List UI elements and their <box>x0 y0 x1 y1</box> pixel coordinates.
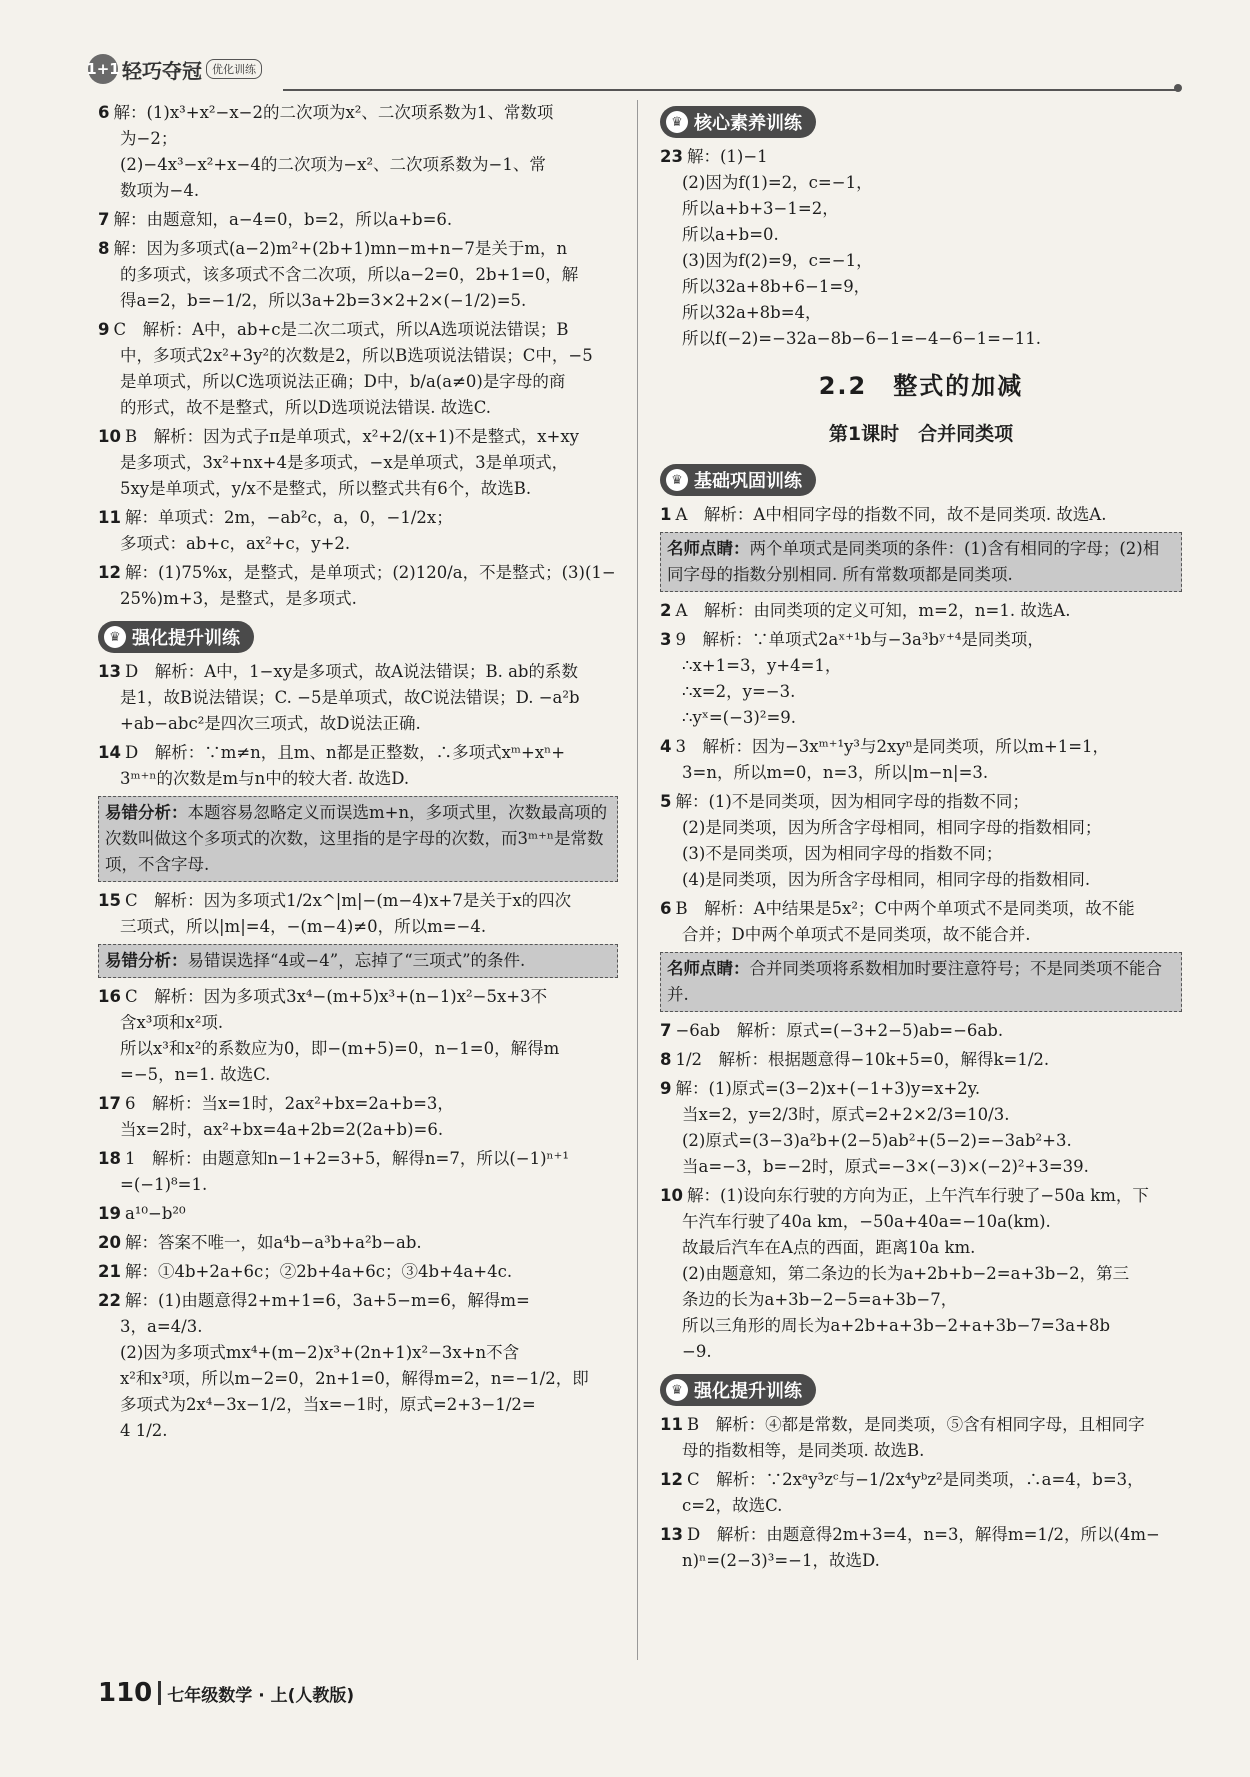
answer-text: 是多项式，3x²+nx+4是多项式，−x是单项式，3是单项式， <box>120 453 569 472</box>
answer-item <box>660 144 1182 352</box>
answer-first-line <box>660 734 1182 760</box>
left-items-1 <box>98 100 618 612</box>
answer-first-line <box>98 740 618 766</box>
answer-text: C 解析：因为多项式3x⁴−(m+5)x³+(n−1)x²−5x+3不 <box>124 987 548 1006</box>
answer-text: C 解析：∵2xᵃy³zᶜ与−1/2x⁴yᵇz²是同类项，∴a=4，b=3， <box>686 1470 1144 1489</box>
answer-item <box>98 1146 618 1198</box>
answer-item <box>660 896 1182 948</box>
answer-line <box>660 222 1182 248</box>
answer-text: D 解析：由题意得2m+3=4，n=3，解得m=1/2，所以(4m− <box>686 1525 1160 1544</box>
answer-line <box>98 1172 618 1198</box>
answer-text: 条边的长为a+3b−2−5=a+3b−7， <box>682 1290 958 1309</box>
answer-text: 解：(1)原式=(3−2)x+(−1+3)y=x+2y. <box>675 1079 981 1098</box>
answer-text: A 解析：A中相同字母的指数不同，故不是同类项. 故选A. <box>675 505 1107 524</box>
answer-item <box>98 888 618 940</box>
answer-item <box>98 505 618 557</box>
answer-text: 所以x³和x²的系数应为0，即−(m+5)=0，n−1=0，解得m <box>120 1039 560 1058</box>
answer-text: =(−1)⁸=1. <box>120 1175 208 1194</box>
question-number: 7 <box>660 1021 672 1040</box>
answer-line <box>98 914 618 940</box>
section-header-strengthen <box>98 621 254 653</box>
answer-text: C 解析：因为多项式1/2x^|m|−(m−4)x+7是关于x的四次 <box>124 891 572 910</box>
right-items-1 <box>660 144 1182 352</box>
answer-text: 3=n，所以m=0，n=3，所以|m−n|=3. <box>682 763 989 782</box>
answer-first-line <box>660 502 1182 528</box>
answer-item <box>660 1412 1182 1464</box>
answer-text: 解：答案不唯一，如a⁴b−a³b+a²b−ab. <box>124 1233 422 1252</box>
answer-text: D 解析：A中，1−xy是多项式，故A说法错误；B. ab的系数 <box>124 662 578 681</box>
question-number: 5 <box>660 792 672 811</box>
answer-line <box>98 126 618 152</box>
question-number: 9 <box>660 1079 672 1098</box>
answer-text: 中，多项式2x²+3y²的次数是2，所以B选项说法错误；C中，−5 <box>120 346 593 365</box>
right-column <box>660 100 1182 1577</box>
answer-line <box>98 1340 618 1366</box>
answer-text: (2)原式=(3−3)a²b+(2−5)ab²+(5−2)=−3ab²+3. <box>682 1131 1072 1150</box>
question-number: 6 <box>98 103 110 122</box>
answer-text: 母的指数相等，是同类项. 故选B. <box>682 1441 925 1460</box>
question-number: 13 <box>660 1525 683 1544</box>
answer-item <box>660 1183 1182 1365</box>
answer-first-line <box>98 1146 618 1172</box>
answer-text: 解：①4b+2a+6c；②2b+4a+6c；③4b+4a+4c. <box>124 1262 513 1281</box>
answer-text: (2)因为多项式mx⁴+(m−2)x³+(2n+1)x²−3x+n不含 <box>120 1343 520 1362</box>
answer-text: D 解析：∵m≠n，且m、n都是正整数，∴多项式xᵐ+xⁿ+ <box>124 743 566 762</box>
page-footer <box>98 1678 354 1708</box>
note-label: 易错分析： <box>105 951 188 970</box>
question-number: 10 <box>660 1186 683 1205</box>
section-title: 强化提升训练 <box>132 628 240 649</box>
answer-first-line <box>98 888 618 914</box>
answer-first-line <box>660 1018 1182 1044</box>
answer-line <box>98 1314 618 1340</box>
answer-line <box>98 262 618 288</box>
question-number: 20 <box>98 1233 121 1252</box>
answer-first-line <box>98 1091 618 1117</box>
teacher-tip-note <box>660 532 1182 592</box>
question-number: 11 <box>98 508 121 527</box>
answer-text: 所以32a+8b+6−1=9， <box>682 277 871 296</box>
answer-text: 多项式：ab+c，ax²+c，y+2. <box>120 534 351 553</box>
answer-first-line <box>98 505 618 531</box>
answer-text: 3，a=4/3. <box>120 1317 203 1336</box>
answer-text: 三项式，所以|m|=4，−(m−4)≠0，所以m=−4. <box>120 917 487 936</box>
answer-line <box>98 343 618 369</box>
answer-line <box>98 531 618 557</box>
question-number: 4 <box>660 737 672 756</box>
note-text: 两个单项式是同类项的条件：(1)含有相同的字母；(2)相同字母的指数分别相同. 所有常数项都是同类项. <box>667 539 1160 584</box>
answer-text: 午汽车行驶了40a km，−50a+40a=−10a(km). <box>682 1212 1051 1231</box>
answer-item <box>660 1076 1182 1180</box>
answer-text: ∴x+1=3，y+4=1， <box>682 656 842 675</box>
lesson-title: 第1课时 合并同类项 <box>828 423 1014 445</box>
crown-icon: ♛ <box>666 111 688 133</box>
answer-first-line <box>98 560 618 586</box>
answer-text: −9. <box>682 1342 712 1361</box>
answer-item <box>98 236 618 314</box>
answer-text: 的形式，故不是整式，所以D选项说法错误. 故选C. <box>120 398 492 417</box>
answer-text: A 解析：由同类项的定义可知，m=2，n=1. 故选A. <box>675 601 1071 620</box>
answer-line <box>98 685 618 711</box>
answer-line <box>98 395 618 421</box>
right-items-5 <box>660 1412 1182 1574</box>
answer-text: 多项式为2x⁴−3x−1/2，当x=−1时，原式=2+3−1/2= <box>120 1395 536 1414</box>
note-label: 名师点睛： <box>667 959 750 978</box>
answer-line <box>660 867 1182 893</box>
answer-line <box>660 196 1182 222</box>
answer-text: 3ᵐ⁺ⁿ的次数是m与n中的较大者. 故选D. <box>120 769 410 788</box>
left-items-3 <box>98 888 618 940</box>
answer-text: 5xy是单项式，y/x不是整式，所以整式共有6个，故选B. <box>120 479 532 498</box>
answer-line <box>98 1418 618 1444</box>
answer-line <box>660 326 1182 352</box>
answer-item <box>660 1522 1182 1574</box>
answer-line <box>98 1036 618 1062</box>
answer-text: ∴yˣ=(−3)²=9. <box>682 708 797 727</box>
answer-text: 含x³项和x²项. <box>120 1013 224 1032</box>
question-number: 21 <box>98 1262 121 1281</box>
answer-first-line <box>98 984 618 1010</box>
header-rule <box>283 89 1178 91</box>
crown-icon: ♛ <box>666 469 688 491</box>
answer-line <box>98 476 618 502</box>
answer-line <box>98 152 618 178</box>
answer-first-line <box>660 1076 1182 1102</box>
answer-line <box>98 711 618 737</box>
answer-first-line <box>98 1259 618 1285</box>
answer-line <box>660 679 1182 705</box>
answer-item <box>660 789 1182 893</box>
note-label: 名师点睛： <box>667 539 750 558</box>
question-number: 8 <box>98 239 110 258</box>
crown-icon: ♛ <box>666 1379 688 1401</box>
answer-text: 解：(1)由题意得2+m+1=6，3a+5−m=6，解得m= <box>124 1291 530 1310</box>
answer-first-line <box>660 789 1182 815</box>
answer-line <box>660 170 1182 196</box>
answer-text: 所以a+b+3−1=2， <box>682 199 839 218</box>
answer-line <box>660 653 1182 679</box>
answer-first-line <box>660 1183 1182 1209</box>
answer-line <box>98 766 618 792</box>
answer-item <box>660 1047 1182 1073</box>
answer-text: 解：由题意知，a−4=0，b=2，所以a+b=6. <box>113 210 453 229</box>
answer-text: (4)是同类项，因为所含字母相同，相同字母的指数相同. <box>682 870 1091 889</box>
answer-line <box>660 300 1182 326</box>
section-header-basic <box>660 464 816 496</box>
column-divider <box>637 100 638 1660</box>
answer-line <box>660 922 1182 948</box>
answer-item <box>660 734 1182 786</box>
page-number: 110 <box>98 1678 153 1708</box>
answer-line <box>660 1313 1182 1339</box>
answer-text: 当a=−3，b=−2时，原式=−3×(−3)×(−2)²+3=39. <box>682 1157 1089 1176</box>
question-number: 11 <box>660 1415 683 1434</box>
answer-line <box>98 288 618 314</box>
answer-text: 解：因为多项式(a−2)m²+(2b+1)mn−m+n−7是关于m，n <box>113 239 568 258</box>
answer-line <box>98 1062 618 1088</box>
answer-text: 所以f(−2)=−32a−8b−6−1=−4−6−1=−11. <box>682 329 1042 348</box>
answer-text: 解：(1)不是同类项，因为相同字母的指数不同； <box>675 792 1029 811</box>
answer-text: ∴x=2，y=−3. <box>682 682 796 701</box>
answer-line <box>660 760 1182 786</box>
answer-text: +ab−abc²是四次三项式，故D说法正确. <box>120 714 421 733</box>
answer-first-line <box>98 1288 618 1314</box>
question-number: 6 <box>660 899 672 918</box>
answer-first-line <box>660 896 1182 922</box>
answer-first-line <box>660 144 1182 170</box>
error-analysis-note <box>98 944 618 978</box>
crown-icon: ♛ <box>104 626 126 648</box>
book-title: 七年级数学 · 上(人教版) <box>167 1685 355 1706</box>
error-analysis-note <box>98 796 618 882</box>
brand-badge: 优化训练 <box>206 59 262 79</box>
answer-text: (2)因为f(1)=2，c=−1， <box>682 173 873 192</box>
answer-item <box>98 1091 618 1143</box>
answer-line <box>98 1392 618 1418</box>
question-number: 2 <box>660 601 672 620</box>
section-header-strengthen <box>660 1374 816 1406</box>
answer-item <box>98 317 618 421</box>
answer-text: c=2，故选C. <box>682 1496 783 1515</box>
note-text: 本题容易忽略定义而误选m+n，多项式里，次数最高项的次数叫做这个多项式的次数，这里指的是字母的次数，而3ᵐ⁺ⁿ是常数项，不含字母. <box>105 803 608 874</box>
answer-text: 解：(1)x³+x²−x−2的二次项为x²、二次项系数为1、常数项 <box>113 103 554 122</box>
answer-text: 得a=2，b=−1/2，所以3a+2b=3×2+2×(−1/2)=5. <box>120 291 527 310</box>
answer-first-line <box>98 1201 618 1227</box>
answer-text: 3 解析：因为−3xᵐ⁺¹y³与2xyⁿ是同类项，所以m+1=1， <box>675 737 1110 756</box>
answer-text: (2)由题意知，第二条边的长为a+2b+b−2=a+3b−2，第三 <box>682 1264 1130 1283</box>
answer-text: 合并；D中两个单项式不是同类项，故不能合并. <box>682 925 1031 944</box>
answer-item <box>660 1467 1182 1519</box>
answer-line <box>660 1235 1182 1261</box>
answer-first-line <box>660 598 1182 624</box>
answer-first-line <box>98 659 618 685</box>
section-header-core <box>660 106 816 138</box>
answer-line <box>98 178 618 204</box>
answer-text: 1 解析：由题意知n−1+2=3+5，解得n=7，所以(−1)ⁿ⁺¹ <box>124 1149 569 1168</box>
answer-text: 数项为−4. <box>120 181 200 200</box>
answer-first-line <box>660 1047 1182 1073</box>
question-number: 18 <box>98 1149 121 1168</box>
answer-line <box>98 1117 618 1143</box>
brand-logo <box>88 54 262 84</box>
answer-text: 25%)m+3，是整式，是多项式. <box>120 589 357 608</box>
answer-text: 是单项式，所以C选项说法正确；D中，b/a(a≠0)是字母的商 <box>120 372 566 391</box>
answer-text: (2)−4x³−x²+x−4的二次项为−x²、二次项系数为−1、常 <box>120 155 546 174</box>
answer-line <box>660 1209 1182 1235</box>
answer-line <box>98 369 618 395</box>
answer-text: 所以a+b=0. <box>682 225 779 244</box>
answer-text: 9 解析：∵单项式2aˣ⁺¹b与−3a³bʸ⁺⁴是同类项， <box>675 630 1044 649</box>
question-number: 10 <box>98 427 121 446</box>
answer-line <box>660 1261 1182 1287</box>
answer-text: 解：(1)−1 <box>686 147 768 166</box>
answer-first-line <box>98 207 618 233</box>
header-dot <box>1174 84 1182 92</box>
question-number: 14 <box>98 743 121 762</box>
answer-first-line <box>98 317 618 343</box>
answer-line <box>98 586 618 612</box>
page-header <box>88 52 1178 92</box>
question-number: 9 <box>98 320 110 339</box>
answer-text: 故最后汽车在A点的西面，距离10a km. <box>682 1238 976 1257</box>
answer-line <box>660 1287 1182 1313</box>
footer-divider <box>158 1681 161 1705</box>
left-items-2 <box>98 659 618 792</box>
answer-text: n)ⁿ=(2−3)³=−1，故选D. <box>682 1551 880 1570</box>
question-number: 19 <box>98 1204 121 1223</box>
answer-line <box>660 841 1182 867</box>
answer-text: 的多项式，该多项式不含二次项，所以a−2=0，2b+1=0，解 <box>120 265 579 284</box>
answer-first-line <box>98 1230 618 1256</box>
answer-text: −6ab 解析：原式=(−3+2−5)ab=−6ab. <box>675 1021 1004 1040</box>
answer-line <box>98 450 618 476</box>
left-items-4 <box>98 984 618 1444</box>
question-number: 7 <box>98 210 110 229</box>
answer-text: 当x=2时，ax²+bx=4a+2b=2(2a+b)=6. <box>120 1120 444 1139</box>
answer-first-line <box>660 1412 1182 1438</box>
answer-first-line <box>98 100 618 126</box>
answer-line <box>660 1154 1182 1180</box>
question-number: 23 <box>660 147 683 166</box>
answer-line <box>660 1548 1182 1574</box>
note-text: 合并同类项将系数相加时要注意符号；不是同类项不能合并. <box>667 959 1162 1004</box>
right-items-2 <box>660 502 1182 528</box>
answer-text: 1/2 解析：根据题意得−10k+5=0，解得k=1/2. <box>675 1050 1050 1069</box>
question-number: 22 <box>98 1291 121 1310</box>
answer-text: C 解析：A中，ab+c是二次二项式，所以A选项说法错误；B <box>113 320 569 339</box>
question-number: 8 <box>660 1050 672 1069</box>
answer-text: 所以32a+8b=4， <box>682 303 822 322</box>
answer-first-line <box>660 1467 1182 1493</box>
answer-item <box>98 207 618 233</box>
answer-line <box>660 815 1182 841</box>
answer-item <box>98 659 618 737</box>
left-column <box>98 100 618 1447</box>
section-title: 基础巩固训练 <box>694 471 802 492</box>
answer-first-line <box>660 1522 1182 1548</box>
answer-text: 4 1/2. <box>120 1421 168 1440</box>
answer-text: 当x=2，y=2/3时，原式=2+2×2/3=10/3. <box>682 1105 1010 1124</box>
question-number: 12 <box>98 563 121 582</box>
answer-text: (3)因为f(2)=9，c=−1， <box>682 251 873 270</box>
answer-line <box>98 1010 618 1036</box>
note-text: 易错误选择“4或−4”，忘掉了“三项式”的条件. <box>187 951 526 970</box>
question-number: 16 <box>98 987 121 1006</box>
answer-item <box>98 740 618 792</box>
answer-line <box>660 1339 1182 1365</box>
answer-item <box>98 984 618 1088</box>
answer-text: B 解析：④都是常数，是同类项，⑤含有相同字母，且相同字 <box>686 1415 1145 1434</box>
answer-line <box>660 274 1182 300</box>
question-number: 12 <box>660 1470 683 1489</box>
answer-line <box>660 1128 1182 1154</box>
answer-line <box>660 1493 1182 1519</box>
answer-item <box>98 100 618 204</box>
answer-item <box>98 424 618 502</box>
answer-first-line <box>98 424 618 450</box>
answer-text: 解：单项式：2m，−ab²c，a，0，−1/2x； <box>124 508 453 527</box>
question-number: 17 <box>98 1094 121 1113</box>
answer-first-line <box>660 627 1182 653</box>
section-title: 强化提升训练 <box>694 1381 802 1402</box>
section-title: 核心素养训练 <box>694 113 802 134</box>
question-number: 15 <box>98 891 121 910</box>
answer-line <box>660 1438 1182 1464</box>
brand-title: 轻巧夺冠 <box>122 58 202 83</box>
answer-first-line <box>98 236 618 262</box>
answer-text: 6 解析：当x=1时，2ax²+bx=2a+b=3， <box>124 1094 454 1113</box>
logo-mark-icon: 1+1 <box>88 54 118 84</box>
answer-item <box>660 1018 1182 1044</box>
question-number: 1 <box>660 505 672 524</box>
answer-text: B 解析：A中结果是5x²；C中两个单项式不是同类项，故不能 <box>675 899 1135 918</box>
answer-text: 为−2； <box>120 129 178 148</box>
answer-text: x²和x³项，所以m−2=0，2n+1=0，解得m=2，n=−1/2，即 <box>120 1369 589 1388</box>
answer-line <box>660 1102 1182 1128</box>
answer-item <box>98 1259 618 1285</box>
answer-text: (3)不是同类项，因为相同字母的指数不同； <box>682 844 1003 863</box>
answer-line <box>660 705 1182 731</box>
answer-line <box>98 1366 618 1392</box>
answer-text: (2)是同类项，因为所含字母相同，相同字母的指数相同； <box>682 818 1102 837</box>
answer-item <box>98 1201 618 1227</box>
question-number: 3 <box>660 630 672 649</box>
right-items-3 <box>660 598 1182 948</box>
answer-text: a¹⁰−b²⁰ <box>124 1204 186 1223</box>
answer-line <box>660 248 1182 274</box>
answer-item <box>660 502 1182 528</box>
answer-text: 是1，故B说法错误；C. −5是单项式，故C说法错误；D. −a²b <box>120 688 580 707</box>
note-label: 易错分析： <box>105 803 188 822</box>
answer-item <box>660 598 1182 624</box>
question-number: 13 <box>98 662 121 681</box>
chapter-title: 2.2 整式的加减 <box>818 372 1024 400</box>
answer-item <box>98 560 618 612</box>
right-items-4 <box>660 1018 1182 1365</box>
answer-item <box>660 627 1182 731</box>
answer-text: 解：(1)设向东行驶的方向为正，上午汽车行驶了−50a km，下 <box>686 1186 1149 1205</box>
answer-text: 所以三角形的周长为a+2b+a+3b−2+a+3b−7=3a+8b <box>682 1316 1111 1335</box>
answer-text: 解：(1)75%x，是整式，是单项式；(2)120/a，不是整式；(3)(1− <box>124 563 616 582</box>
answer-item <box>98 1230 618 1256</box>
answer-text: B 解析：因为式子π是单项式，x²+2/(x+1)不是整式，x+xy <box>124 427 580 446</box>
answer-text: =−5，n=1. 故选C. <box>120 1065 271 1084</box>
answer-item <box>98 1288 618 1444</box>
teacher-tip-note <box>660 952 1182 1012</box>
